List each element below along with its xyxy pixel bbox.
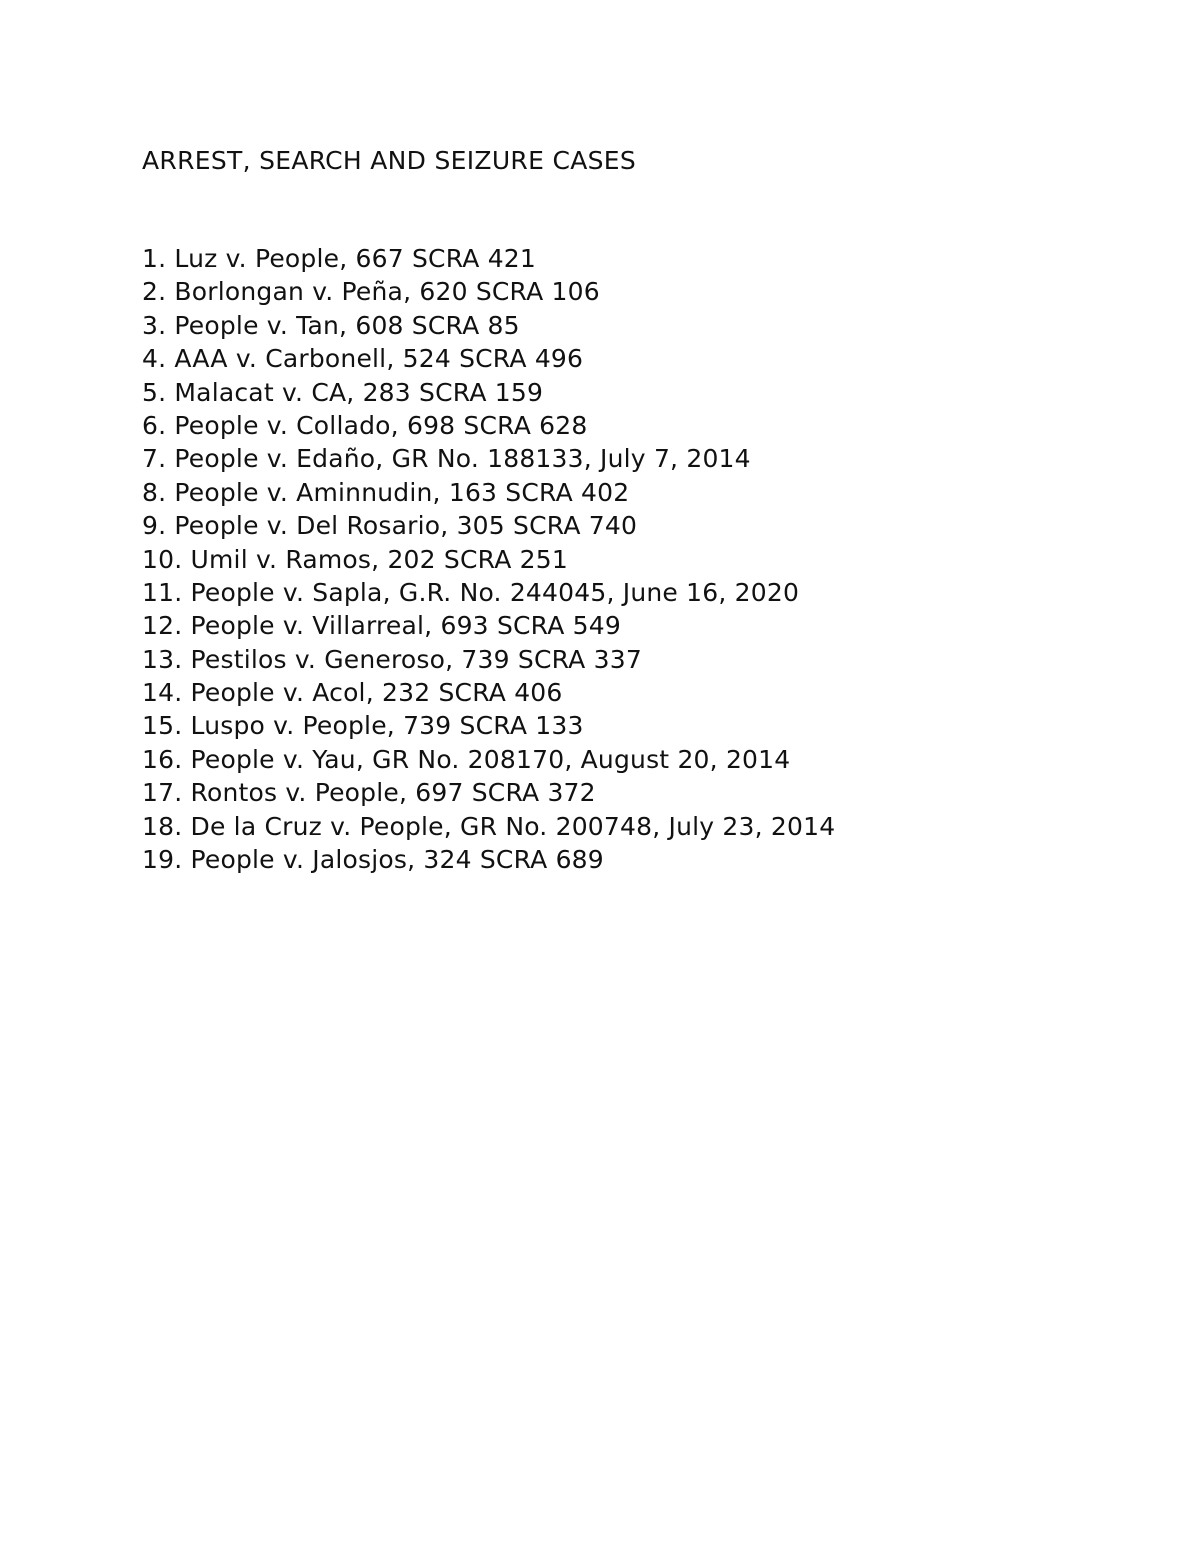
case-item: 15. Luspo v. People, 739 SCRA 133 <box>142 711 584 741</box>
case-item: 9. People v. Del Rosario, 305 SCRA 740 <box>142 511 638 541</box>
case-item: 18. De la Cruz v. People, GR No. 200748, July 23, 2014 <box>142 811 836 841</box>
case-item: 10. Umil v. Ramos, 202 SCRA 251 <box>142 544 568 574</box>
case-item: 14. People v. Acol, 232 SCRA 406 <box>142 678 563 708</box>
case-item: 17. Rontos v. People, 697 SCRA 372 <box>142 778 596 808</box>
case-item: 13. Pestilos v. Generoso, 739 SCRA 337 <box>142 644 642 674</box>
case-item: 2. Borlongan v. Peña, 620 SCRA 106 <box>142 277 600 307</box>
case-item: 6. People v. Collado, 698 SCRA 628 <box>142 410 588 440</box>
case-list <box>142 242 835 876</box>
case-item: 16. People v. Yau, GR No. 208170, August 20, 2014 <box>142 744 791 774</box>
case-item: 7. People v. Edaño, GR No. 188133, July 7, 2014 <box>142 444 751 474</box>
case-item: 19. People v. Jalosjos, 324 SCRA 689 <box>142 845 604 875</box>
case-item: 4. AAA v. Carbonell, 524 SCRA 496 <box>142 344 584 374</box>
case-item: 8. People v. Aminnudin, 163 SCRA 402 <box>142 477 630 507</box>
case-item: 3. People v. Tan, 608 SCRA 85 <box>142 310 520 340</box>
case-item: 5. Malacat v. CA, 283 SCRA 159 <box>142 377 544 407</box>
case-item: 12. People v. Villarreal, 693 SCRA 549 <box>142 611 621 641</box>
case-item: 1. Luz v. People, 667 SCRA 421 <box>142 244 537 273</box>
case-item: 11. People v. Sapla, G.R. No. 244045, June 16, 2020 <box>142 577 800 607</box>
page-title: ARREST, SEARCH AND SEIZURE CASES <box>142 146 637 175</box>
